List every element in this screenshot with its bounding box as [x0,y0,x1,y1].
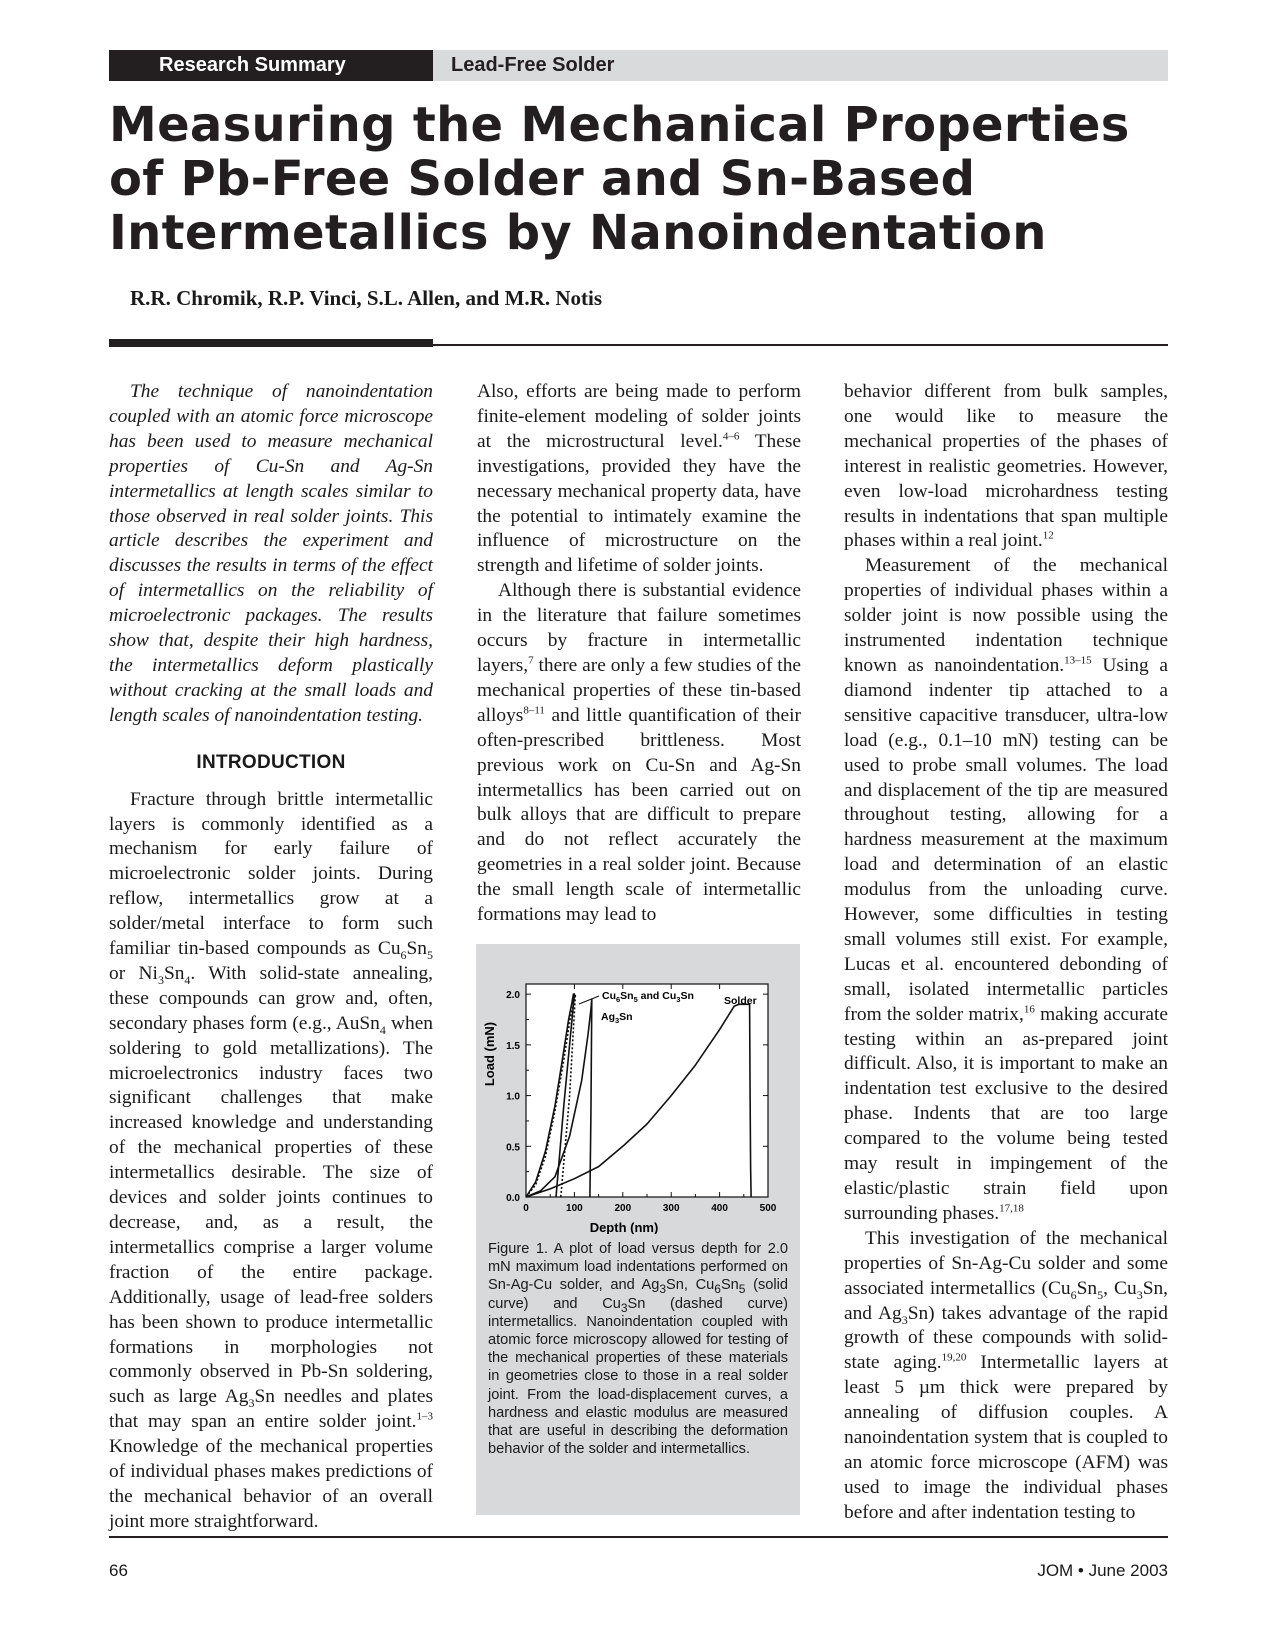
column-2 [477,380,801,928]
figure-1 [476,944,800,1515]
intro-paragraph-2-continued: behavior different from bulk samples, one would like to measure the mechanical properties of the phases of interest in realistic geometries. However, even low-load microhardness testing results in indentations that span multiple phases within a real joint.$^{12}$ [844,381,1168,552]
section-label: Research Summary [109,50,433,81]
x-axis-label: Depth (nm) [589,1220,659,1234]
title-line-3: Intermetallics by Nanoindentation [109,205,1047,261]
topic-label: Lead-Free Solder [433,50,1168,81]
citation: 1–3 [416,1410,433,1423]
intro-paragraph-2: Although there is substantial evidence in the literature that failure sometimes occurs by fracture in intermetallic layers,$^7$ there are only a few studies of the mechanical properties of these tin-based alloys$^{8-11}$ and little quantification of their often-prescribed brittleness. Most previous work on Cu-Sn and Ag-Sn intermetallics has been carried out on bulk alloys that are difficult to prepare and do not reflect accurately the geometries in a real solder joint. Because the small length scale of intermetallic formations may lead to [477,580,801,926]
x-tick-label: 100 [566,1203,583,1214]
section-heading-introduction: INTRODUCTION [196,751,346,773]
x-tick-label: 200 [614,1203,632,1214]
journal-issue: JOM • June 2003 [1037,1561,1168,1580]
citation: 12 [1042,529,1054,542]
citation: 13–15 [1064,654,1092,667]
column-1 [109,380,433,1535]
citation: 17,18 [999,1202,1024,1215]
citation: 4–6 [722,430,740,443]
x-tick-label: 500 [759,1203,777,1214]
abstract: The technique of nanoindentation coupled with an atomic force microscope has been used to measure mechanical properties of Cu-Sn and Ag-Sn intermetallics at length scales similar to those observed in real solder joints. This article describes the experiment and discusses the results in terms of the effect of intermetallics on the reliability of microelectronic packages. The results show that, despite their high hardness, the intermetallics deform plastically without cracking at the small loads and length scales of nanoindentation testing. [109,381,433,726]
citation: 19,20 [941,1351,967,1364]
y-tick-label: 1.5 [506,1040,520,1052]
figure-caption: Figure 1. A plot of load versus depth for 2.0 mN maximum load indentations performed on Sn-Ag-Cu solder, and $Ag_3Sn$, $Cu_6Sn_5$ (solid curve) and $Cu_3Sn$ (dashed curve) intermetallics. Nanoindentation coupled with atomic force microscopy allowed for testing of the mechanical properties of these materials in geometries close to those in a real solder joint. From the load-displacement curves, a hardness and elastic modulus are measured that are useful in describing the deformation behavior of the solder and intermetallics. [488,1241,788,1458]
citation: 7 [528,654,534,667]
citation: 16 [1023,1003,1035,1016]
intro-paragraph-4: This investigation of the mechanical properties of Sn-Ag-Cu solder and some associated intermetallics ($Cu_6Sn_5$, $Cu_3Sn$, and $Ag_3Sn$) takes advantage of the rapid growth of these compounds with solid-state aging.$^{19,20}$ Intermetallic layers at least 5 µm thick were prepared by annealing of diffusion couples. A nanoindentation system that is coupled to an atomic force microscope (AFM) was used to image the individual phases before and after indentation testing to [844,1227,1169,1523]
x-tick-label: 300 [662,1203,680,1214]
page-number: 66 [109,1561,128,1580]
annotation-ag3sn: $Ag_3Sn$ [601,1011,633,1025]
intro-paragraph-1-continued: Also, efforts are being made to perform finite-element modeling of solder joints at the microstructural level.$^{4-6}$ These investigations, provided they have the necessary mechanical property data, have the potential to intimately examine the influence of microstructure on the strength and lifetime of solder joints. [477,381,801,577]
y-tick-label: 0.5 [506,1142,520,1154]
column-3 [844,380,1168,1526]
y-tick-label: 2.0 [506,990,520,1002]
footer-rule [109,1536,1168,1538]
y-tick-label: 0.0 [506,1193,520,1204]
article-title [109,98,1179,260]
title-line-1: Measuring the Mechanical Properties [109,97,1130,153]
x-tick-label: 0 [523,1203,529,1214]
annotation-solder: Solder [724,995,757,1007]
intro-paragraph-1: Fracture through brittle intermetallic layers is commonly identified as a mechanism for early failure of microelectronic solder joints. During reflow, intermetallics grow at a solder/metal interface to form such familiar tin-based compounds as $Cu_6Sn_5$ or $Ni_3Sn_4$. With solid-state annealing, these compounds can grow and, often, secondary phases form (e.g., AuSn$_4$ when soldering to gold metallizations). The microelectronics industry faces two significant challenges that make increased knowledge and understanding of the mechanical properties of these intermetallics desirable. The size of devices and solder joints continues to decrease, and, as a result, the intermetallics comprise a larger volume fraction of the entire package. Additionally, usage of lead-free solders has been shown to produce intermetallic formations in morphologies not commonly observed in Pb-Sn soldering, such as large $Ag_3Sn$ needles and plates that may span an entire solder joint.$^{1-3}$ Knowledge of the mechanical properties of individual phases makes predictions of the mechanical behavior of an overall joint more straightforward. [109,788,433,1532]
y-tick-label: 1.0 [506,1091,520,1103]
plot-frame [526,984,768,1197]
y-axis-label: Load (mN) [482,1021,497,1087]
x-tick-label: 400 [711,1203,728,1214]
title-rule-thick [109,339,433,347]
citation: 8–11 [523,704,545,717]
author-list: R.R. Chromik, R.P. Vinci, S.L. Allen, and M.R. Notis [130,286,602,310]
intro-paragraph-3: Measurement of the mechanical properties of individual phases within a solder joint is now possible using the instrumented indentation technique known as nanoindentation.$^{13-15}$ Using a diamond indenter tip attached to a sensitive capacitive transducer, ultra-low load (e.g., 0.1–10 mN) testing can be used to probe small volumes. The load and displacement of the tip are measured throughout testing, allowing for a hardness measurement at the maximum load and determination of an elastic modulus from the unloading curve. However, some difficulties in testing small volumes still exist. For example, Lucas et al. encountered debonding of small, isolated intermetallic particles from the solder matrix,$^{16}$ making accurate testing within an as-prepared joint difficult. Also, it is important to make an indentation test exclusive to the desired phase. Indents that are too large compared to the volume being tested may result in impingement of the elastic/plastic strain field upon surrounding phases.$^{17,18}$ [844,555,1169,1224]
title-line-2: of Pb-Free Solder and Sn-Based [109,151,976,207]
load-depth-chart [476,944,800,1234]
title-rule-thin [433,344,1168,346]
annotation-cu6sn5-cu3sn: $Cu_6Sn_5$ and $Cu_3Sn$ [602,990,694,1004]
